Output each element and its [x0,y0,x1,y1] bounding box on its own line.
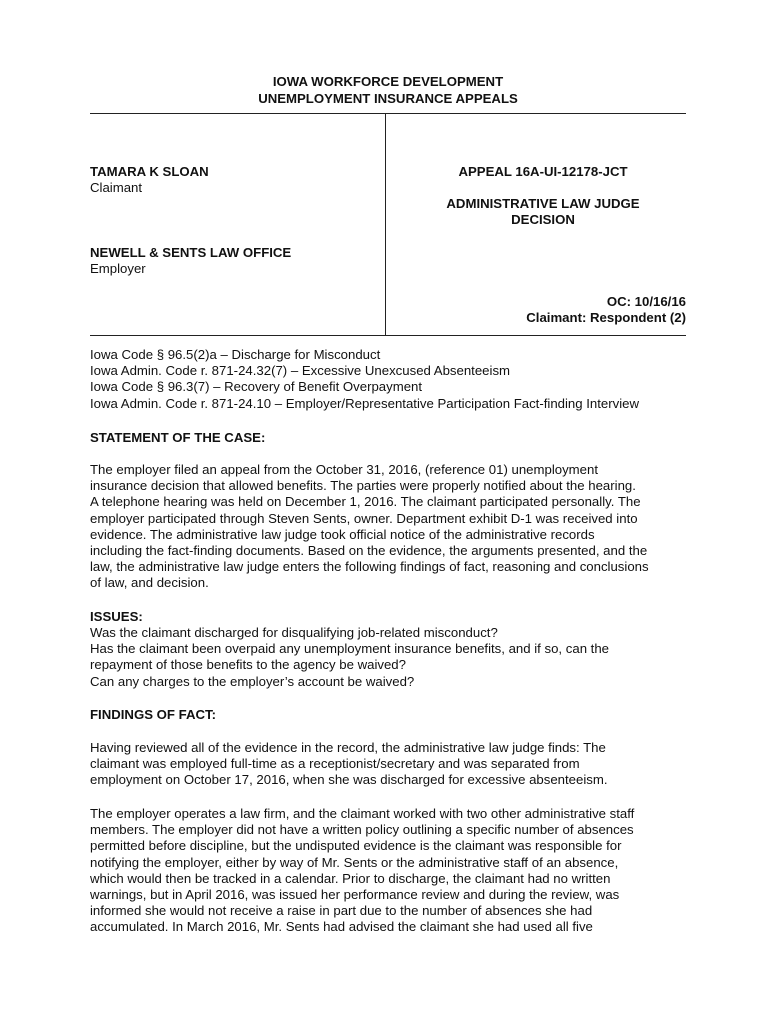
paragraph-line: A telephone hearing was held on December 1, 2016. The claimant participated personally. The [90,494,641,510]
issues-heading: ISSUES: [90,609,143,624]
findings-paragraph-1 [90,740,680,789]
findings-paragraph-2 [90,806,680,936]
case-status [400,294,686,326]
paragraph-line: permitted before discipline, but the undisputed evidence is the claimant was responsible for [90,838,622,854]
citation-line: Iowa Code § 96.3(7) – Recovery of Benefit Overpayment [90,379,423,395]
employer-role: Employer [90,261,146,277]
document-header [90,73,686,107]
paragraph-line: Having reviewed all of the evidence in the record, the administrative law judge finds: The [90,740,606,755]
paragraph-line: warnings, but in April 2016, was issued her performance review and during the review, was [90,887,620,903]
issue-line: Can any charges to the employer’s account be waived? [90,673,415,689]
citation-line: Iowa Admin. Code r. 871-24.10 – Employer/Representative Participation Fact-finding Interview [90,395,640,411]
decision-title [400,196,686,228]
paragraph-line: notifying the employer, either by way of Mr. Sents or the administrative staff of an absence, [90,854,619,870]
paragraph-line: claimant was employed full-time as a receptionist/secretary and was separated from [90,756,580,772]
employer-name: NEWELL & SENTS LAW OFFICE [90,245,292,260]
employer-block [90,245,370,277]
oc-date: OC: 10/16/16 [606,294,686,309]
citation-line: Iowa Admin. Code r. 871-24.32(7) – Excessive Unexcused Absenteeism [90,363,511,379]
paragraph-line: evidence. The administrative law judge took official notice of the administrative records [90,526,595,542]
claimant-block [90,164,370,196]
decision-title-line1: ADMINISTRATIVE LAW JUDGE [446,196,640,211]
header-rule [90,113,686,114]
claimant-name: TAMARA K SLOAN [90,164,209,179]
paragraph-line: of law, and decision. [90,575,209,591]
issues-list [90,625,680,690]
citations-list [90,347,680,412]
findings-heading: FINDINGS OF FACT: [90,707,217,722]
division-name: UNEMPLOYMENT INSURANCE APPEALS [258,91,518,106]
agency-name: IOWA WORKFORCE DEVELOPMENT [272,74,504,89]
paragraph-line: informed she would not receive a raise in part due to the number of absences she had [90,903,593,919]
paragraph-line: employer participated through Steven Sents, owner. Department exhibit D-1 was received into [90,510,638,526]
statement-paragraph [90,462,680,592]
paragraph-line: members. The employer did not have a written policy outlining a specific number of absences [90,822,634,838]
citation-line: Iowa Code § 96.5(2)a – Discharge for Misconduct [90,347,381,362]
paragraph-line: including the fact-finding documents. Based on the evidence, the arguments presented, and the [90,543,648,559]
paragraph-line: accumulated. In March 2016, Mr. Sents had advised the claimant she had used all five [90,919,593,935]
issue-line: repayment of those benefits to the agency be waived? [90,657,406,673]
paragraph-line: which would then be tracked in a calendar. Prior to discharge, the claimant had no written [90,870,611,886]
statement-heading: STATEMENT OF THE CASE: [90,430,266,445]
claimant-status: Claimant: Respondent (2) [526,310,686,326]
appeal-number: APPEAL 16A-UI-12178-JCT [458,164,628,179]
paragraph-line: The employer operates a law firm, and the claimant worked with two other administrative staff [90,806,635,821]
caption-divider [385,113,386,335]
issue-line: Was the claimant discharged for disqualifying job-related misconduct? [90,625,498,640]
paragraph-line: law, the administrative law judge enters the following findings of fact, reasoning and conclusions [90,559,649,575]
paragraph-line: insurance decision that allowed benefits. The parties were properly notified about the hearing. [90,478,636,494]
issue-line: Has the claimant been overpaid any unemployment insurance benefits, and if so, can the [90,641,610,657]
caption-rule [90,335,686,336]
paragraph-line: employment on October 17, 2016, when she was discharged for excessive absenteeism. [90,772,608,788]
decision-title-line2: DECISION [511,212,575,228]
claimant-role: Claimant [90,180,143,196]
paragraph-line: The employer filed an appeal from the October 31, 2016, (reference 01) unemployment [90,462,599,477]
